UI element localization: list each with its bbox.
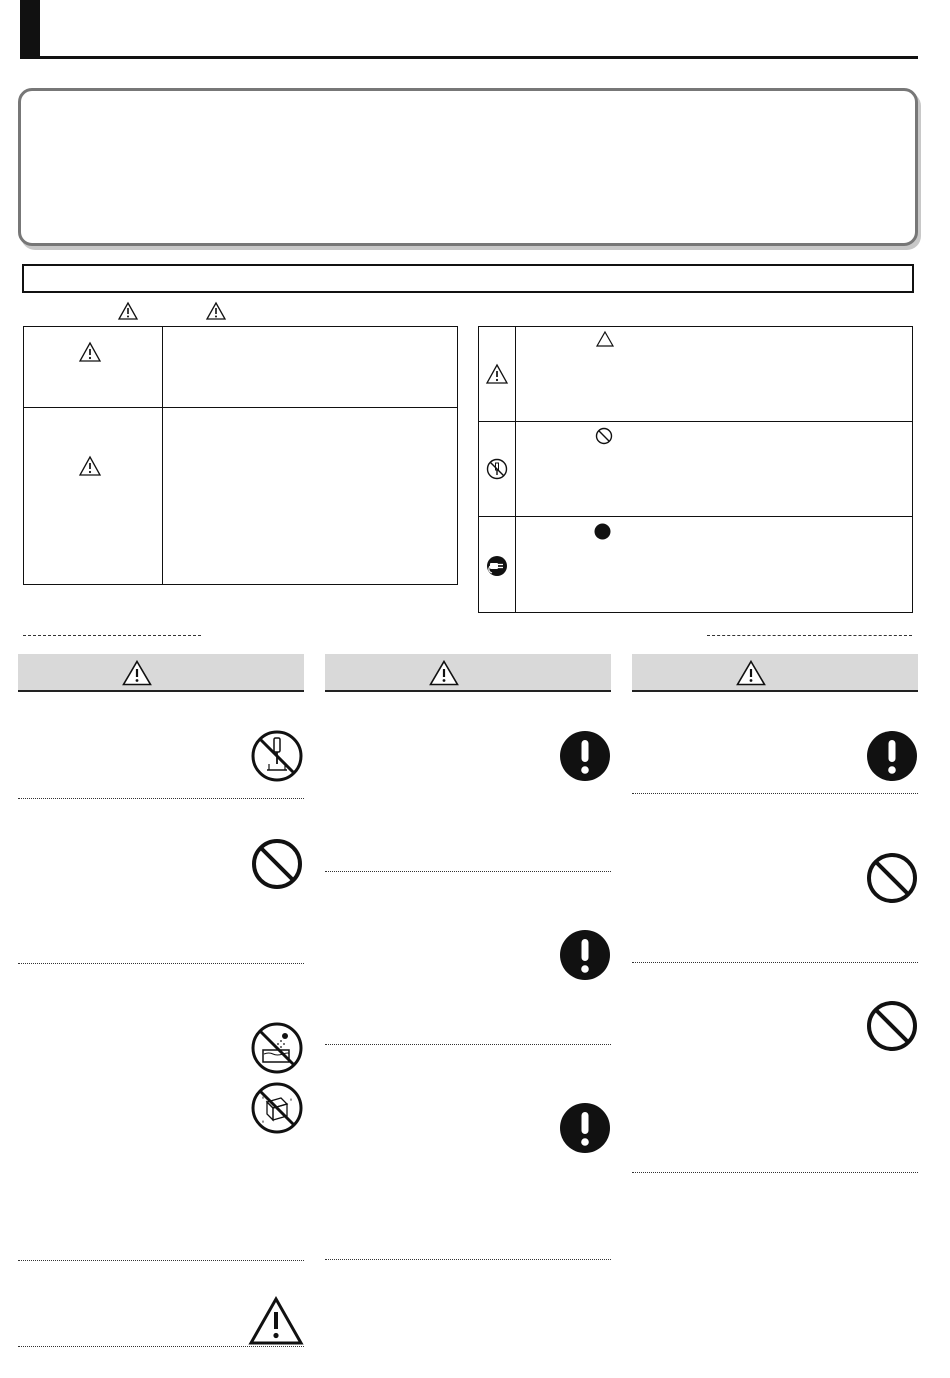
mandatory-icon bbox=[559, 1102, 611, 1154]
mandatory-icon bbox=[559, 929, 611, 981]
column-header-3 bbox=[632, 654, 918, 692]
unplug-icon bbox=[486, 555, 508, 577]
do-not-disassemble-icon bbox=[251, 730, 303, 782]
warning-triangle-icon bbox=[429, 660, 459, 686]
dashed-rule-right bbox=[707, 635, 912, 636]
triangle-symbol-icon bbox=[596, 331, 614, 347]
mandatory-icon bbox=[866, 730, 918, 782]
do-not-disassemble-icon bbox=[486, 458, 508, 480]
intro-box bbox=[18, 88, 918, 246]
legend-caution-icon bbox=[206, 302, 226, 320]
section-title-box bbox=[22, 264, 914, 293]
mandatory-symbol-icon bbox=[594, 523, 611, 540]
prohibited-icon bbox=[866, 1000, 918, 1052]
column-header-1 bbox=[18, 654, 304, 692]
warning-triangle-icon bbox=[736, 660, 766, 686]
caution-triangle-icon bbox=[79, 456, 101, 476]
warning-triangle-icon bbox=[248, 1296, 304, 1346]
prohibited-symbol-icon bbox=[595, 427, 613, 445]
mandatory-icon bbox=[559, 730, 611, 782]
warning-triangle-icon bbox=[122, 660, 152, 686]
header-tab-marker bbox=[20, 0, 40, 58]
keep-dry-icon bbox=[251, 1082, 303, 1134]
symbol-table bbox=[478, 326, 913, 613]
caution-triangle-icon bbox=[486, 364, 508, 384]
header-rule bbox=[20, 56, 918, 59]
legend-warning-icon bbox=[118, 302, 138, 320]
warning-triangle-icon bbox=[79, 342, 101, 362]
prohibited-icon bbox=[866, 852, 918, 904]
dashed-rule-left bbox=[23, 635, 201, 636]
prohibited-icon bbox=[251, 838, 303, 890]
keep-away-from-water-icon bbox=[251, 1022, 303, 1074]
column-header-2 bbox=[325, 654, 611, 692]
